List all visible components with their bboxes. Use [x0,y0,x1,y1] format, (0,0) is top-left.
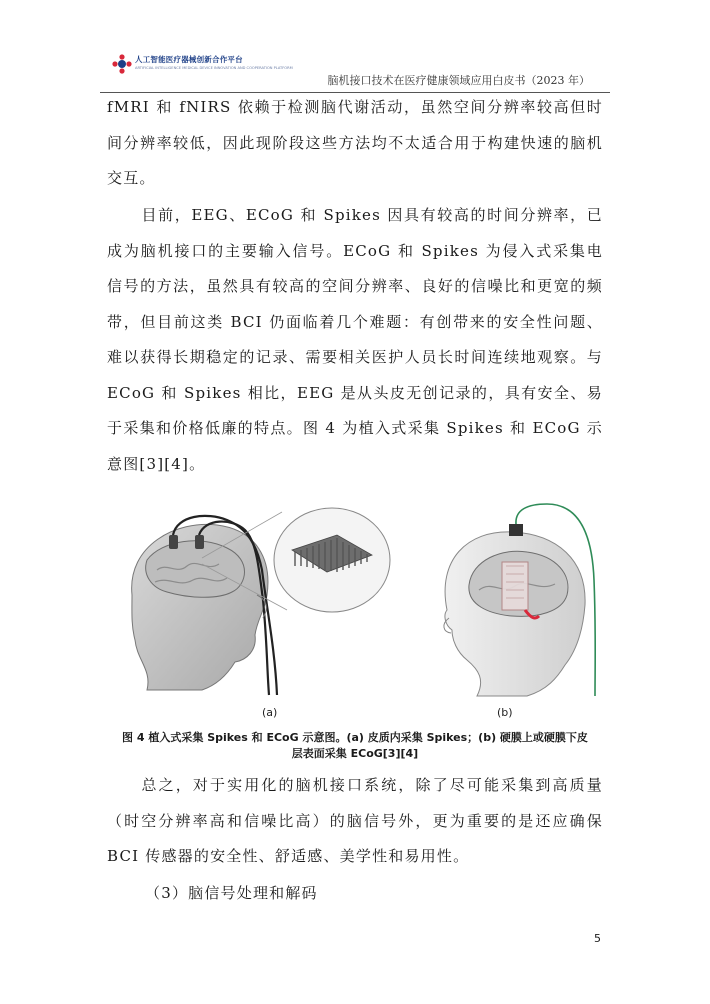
figure-label-b: (b) [497,706,513,719]
figure-label-a: (a) [262,706,278,719]
page-header [100,42,610,93]
figure-4 [107,500,603,700]
platform-english-name: ARTIFICIAL INTELLIGENCE MEDICAL DEVICE INNOVATION AND COOPERATION PLATFORM [135,66,293,70]
panel-b-head-illustration [444,504,595,696]
figure-4-illustration [107,500,603,700]
document-title: 脑机接口技术在医疗健康领域应用白皮书（2023 年） [327,74,590,87]
paragraph-signals: 目前，EEG、ECoG 和 Spikes 因具有较高的时间分辨率，已成为脑机接口的主要输入信号。ECoG 和 Spikes 为侵入式采集电信号的方法，虽然具有较高的空间分辨率、良好的信噪比和更宽的频带，但目前这类 BCI 仍面临着几个难题：有创带来的安全性问题、难以获得长期稳定的记录、需要相关医护人员长时间连续地观察。与 ECoG 和 Spikes 相比，EEG 是从头皮无创记录的，具有安全、易于采集和价格低廉的特点。图 4 为植入式采集 Spikes 和 ECoG 示意图[3][4]。 [107,206,603,473]
platform-logo [112,54,293,74]
platform-logo-icon [112,54,132,74]
section-heading: （3）脑信号处理和解码 [145,884,318,902]
paragraph-summary: 总之，对于实用化的脑机接口系统，除了尽可能采集到高质量（时空分辨率高和信噪比高）的脑信号外，更为重要的是还应确保 BCI 传感器的安全性、舒适感、美学性和易用性。 [107,776,603,865]
platform-name: 人工智能医疗器械创新合作平台 [135,55,243,64]
panel-a-head-illustration [132,516,277,695]
figure-caption: 图 4 植入式采集 Spikes 和 ECoG 示意图。(a) 皮质内采集 Spikes；(b) 硬膜上或硬膜下皮层表面采集 ECoG[3][4] [122,731,588,760]
paragraph-fmri: fMRI 和 fNIRS 依赖于检测脑代谢活动，虽然空间分辨率较高但时间分辨率较低，因此现阶段这些方法均不太适合用于构建快速的脑机交互。 [107,98,603,187]
page-number: 5 [594,932,601,945]
